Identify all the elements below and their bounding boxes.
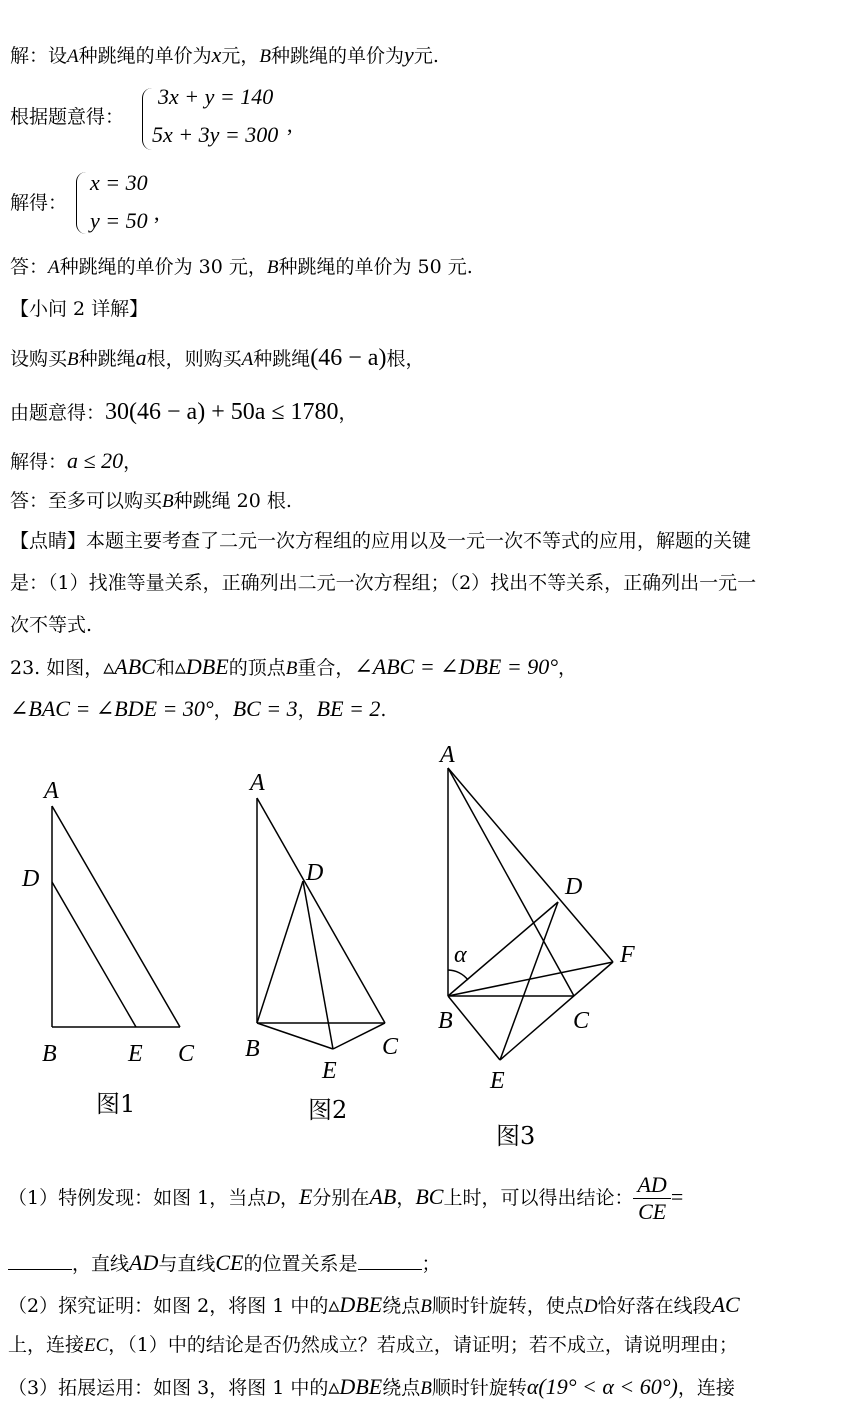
segment-BF-fig3 (448, 962, 613, 996)
comment-line-3: 次不等式. (10, 614, 93, 636)
figure-2 (257, 798, 385, 1049)
label-D-fig1: D (22, 866, 40, 892)
label-B-fig1: B (42, 1041, 57, 1067)
system-2-comma: , (154, 200, 160, 225)
comment-line-2: 是：（1）找准等量关系，正确列出二元一次方程组；（2）找出不等关系，正确列出一元一 (10, 572, 757, 594)
label-E-fig1: E (128, 1041, 143, 1067)
label-D-fig2: D (306, 860, 324, 886)
label-A-fig1: A (44, 778, 59, 804)
solution-setup-line: 解：设A种跳绳的单价为x元，B种跳绳的单价为y元. (10, 42, 439, 67)
part-1-line-2: ，直线AD与直线CE的位置关系是 ； (8, 1250, 441, 1276)
segment-AF-fig3 (448, 768, 613, 962)
geometry-figures (0, 738, 841, 1178)
setup-line-2: 设购买B种跳绳a根，则购买A种跳绳(46 − a)根， (10, 345, 425, 371)
label-alpha-fig3: α (454, 942, 467, 968)
label-A-fig2: A (250, 770, 265, 796)
label-B-fig2: B (245, 1036, 260, 1062)
part-3-line-1: （3）拓展运用：如图 3，将图 1 中的▵DBE绕点B顺时针旋转α(19° < α < 60°)，连接 (8, 1374, 735, 1399)
system-1-comma: , (287, 112, 293, 137)
label-A-fig3: A (440, 742, 455, 768)
subquestion-2-heading: 【小问 2 详解】 (10, 298, 149, 320)
label-E-fig3: E (490, 1068, 505, 1094)
equation-1a: 3x + y = 140 (158, 84, 274, 109)
system-label-1: 根据题意得： (10, 106, 125, 128)
answer-blank-2[interactable] (358, 1251, 422, 1270)
solution-y: y = 50 (90, 208, 148, 233)
label-C-fig3: C (573, 1008, 590, 1034)
label-B-fig3: B (438, 1008, 453, 1034)
answer-line-2: 答：至多可以购买B种跳绳 20 根. (10, 490, 292, 512)
caption-fig1: 图1 (96, 1090, 136, 1118)
segment-EC-fig2 (333, 1023, 385, 1049)
question-23-line-2: ∠BAC = ∠BDE = 30°，BC = 3，BE = 2. (10, 696, 387, 721)
caption-fig3: 图3 (496, 1122, 536, 1150)
segment-AC-fig3 (448, 768, 574, 996)
segment-BE-fig2 (257, 1023, 333, 1049)
segment-AC-fig2 (257, 798, 385, 1023)
segment-BE-fig3 (448, 996, 500, 1060)
equation-1b: 5x + 3y = 300 (152, 122, 279, 147)
part-1-line-1: （1）特例发现：如图 1，当点D，E分别在AB，BC上时，可以得出结论： $\frac{AD}{CE}$ = (8, 1172, 684, 1225)
segment-EF-fig3 (500, 962, 613, 1060)
answer-line-1: 答：A种跳绳的单价为 30 元，B种跳绳的单价为 50 元. (10, 256, 473, 278)
inequality-solution-line: 解得：a ≤ 20， (10, 448, 143, 473)
part-2-line-1: （2）探究证明：如图 2，将图 1 中的▵DBE绕点B顺时针旋转，使点D恰好落在线段AC (8, 1292, 740, 1317)
fraction-AD-CE: $\frac{AD}{CE}$ (633, 1172, 670, 1226)
segment-BD-fig2 (257, 881, 303, 1023)
question-23-line-1: 23. 如图，▵ABC和▵DBE的顶点B重合，∠ABC = ∠DBE = 90°， (10, 654, 578, 679)
answer-blank-1[interactable] (8, 1251, 72, 1270)
inequality-line: 由题意得：30(46 − a) + 50a ≤ 1780， (10, 399, 358, 425)
left-brace-2 (76, 172, 87, 234)
label-D-fig3: D (565, 874, 583, 900)
system-label-2: 解得： (10, 192, 68, 214)
label-E-fig2: E (322, 1058, 337, 1084)
label-C-fig1: C (178, 1041, 195, 1067)
label-C-fig2: C (382, 1034, 399, 1060)
part-2-line-2: 上，连接EC，（1）中的结论是否仍然成立？若成立，请证明；若不成立，请说明理由； (8, 1334, 738, 1356)
figure-1 (52, 806, 180, 1027)
segment-DE-fig3 (500, 902, 558, 1060)
caption-fig2: 图2 (308, 1096, 348, 1124)
comment-line-1: 【点睛】本题主要考查了二元一次方程组的应用以及一元一次不等式的应用，解题的关键 (10, 530, 752, 552)
angle-alpha-arc (448, 970, 468, 980)
segment-DE-fig1 (52, 882, 136, 1027)
label-F-fig3: F (620, 942, 635, 968)
solution-x: x = 30 (90, 170, 148, 195)
